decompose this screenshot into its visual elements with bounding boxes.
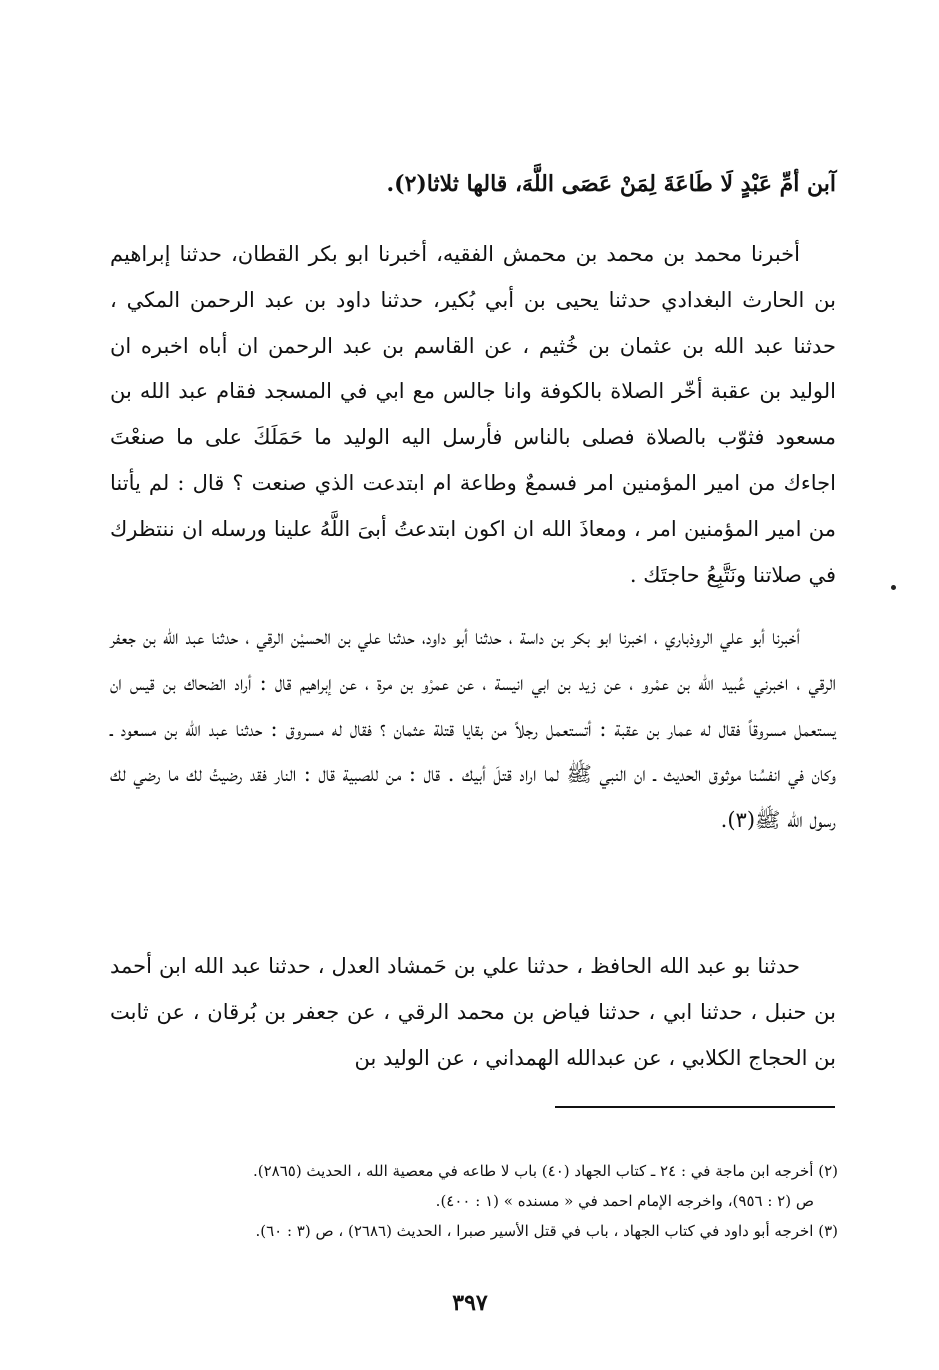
paragraph-hakim-chain: حدثنا بو عبد الله الحافظ ، حدثنا علي بن حَمشاد العدل ، حدثنا عبد الله ابن أحمد بن حنبل ، حدثنا ابي ، حدثنا فياض بن محمد الرقي ، عن جعفر بن بُرقان ، عن ثابت بن الحجاج الكلابي ، عن عبدالله الهمداني ، عن الوليد بن bbox=[110, 954, 836, 1070]
paragraph-dahhak-masruq: أخبرنا أبو علي الروذباري ، اخبرنا ابو بكر بن داسة ، حدثنا أبو داود، حدثنا علي بن الحسيْن الرقي ، حدثنا عبد الله بن جعفر الرقي ، اخبرني عُبيد الله بن عمْرو ، عن زيد بن ابي انيسة ، عن عمرْو بن مرة ، عن إبراهيم قال : أراد الضحاك بن قيس ان يستعمل مسروقاً فقال له عمار بن عقبة : أتستعمل رجلاً من بقايا قتلة عثمان ؟ فقال له مسروق : حدثنا عبد الله بن مسعود ـ وكان في انفسُنا موثوق الحديث ـ ان النبي ﷺ لما اراد قتلَ أبيك . قال : من للصبية قال : النار فقد رضيتُ لك ما رضي لك رسول الله ﷺ(٣). bbox=[110, 625, 836, 833]
footnote-2-line-1: (٢) أخرجه ابن ماجة في : ٢٤ ـ كتاب الجهاد (٤٠) باب لا طاعه في معصية الله ، الحديث (٢٨٦٥). bbox=[252, 1162, 838, 1180]
footnote-3 bbox=[110, 1216, 838, 1246]
footnote-2 bbox=[110, 1156, 838, 1216]
footnote-2-line-2: ص (٢ : ٩٥٦)، واخرجه الإمام احمد في « مسنده » (١ : ٤٠٠). bbox=[435, 1192, 814, 1210]
footnote-separator bbox=[555, 1106, 835, 1108]
paragraph-walid-prayer: أخبرنا محمد بن محمد بن محمش الفقيه، أخبرنا ابو بكر القطان، حدثنا إبراهيم بن الحارث البغدادي حدثنا يحيى بن أبي بُكير، حدثنا داود بن عبد الرحمن المكي ، حدثنا عبد الله بن عثمان بن خُثيم ، عن القاسم بن عبد الرحمن ان أباه اخبره ان الوليد بن عقبة أخّر الصلاة بالكوفة وانا جالس مع ابي في المسجد فقام عبد الله بن مسعود فثوّب بالصلاة فصلى بالناس فأرسل اليه الوليد ما حَمَلَكَ على ما صنعْتَ اجاءك من امير المؤمنين امر فسمعٌ وطاعة ام ابتدعت الذي صنعت ؟ قال : لم يأتنا من امير المؤمنين امر ، ومعاذَ الله ان اكون ابتدعتُ أبىَ اللَّهُ علينا ورسله ان ننتظرك في صلاتنا ونَتَّبِعُ حاجتَك . bbox=[110, 242, 836, 587]
paragraph-hadith-ending: آبن أمِّ عَبْدٍ لَا طَاعَةَ لِمَنْ عَصَى اللَّهَ، قالها ثلاثا(٢). bbox=[386, 171, 836, 197]
footnote-3-line-1: (٣) اخرجه أبو داود في كتاب الجهاد ، باب في قتل الأسير صبرا ، الحديث (٢٦٨٦) ، ص (٣ : ٦٠). bbox=[255, 1222, 838, 1240]
footnotes bbox=[110, 1156, 838, 1246]
margin-mark bbox=[891, 585, 896, 590]
page-number: ٣٩٧ bbox=[452, 1290, 488, 1316]
